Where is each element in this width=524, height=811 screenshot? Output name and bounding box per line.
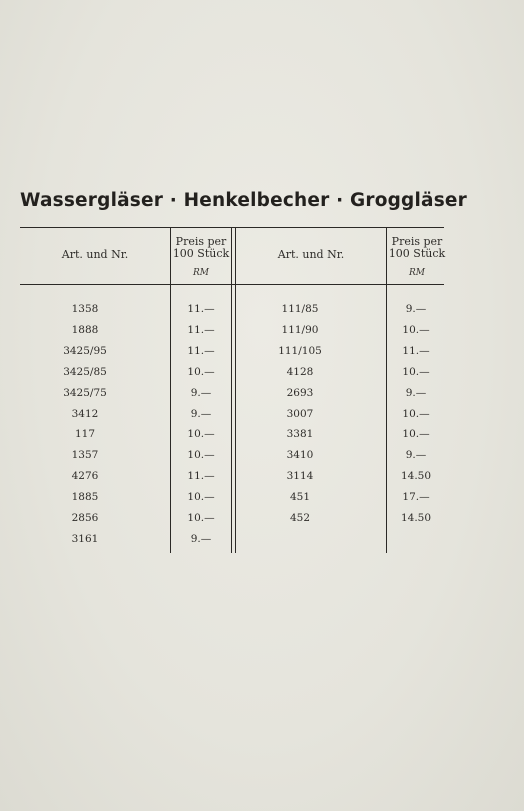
- left-price: 10.—: [187, 449, 215, 462]
- left-currency-unit: RM: [193, 268, 209, 278]
- left-article-number: 3425/85: [63, 365, 107, 378]
- left-article-number: 3425/95: [63, 344, 107, 357]
- center-double-rule-a: [231, 228, 232, 553]
- right-price-header-line2: 100 Stück: [388, 247, 446, 260]
- left-article-number: 1358: [71, 303, 99, 315]
- page-title: Wassergläser · Henkelbecher · Groggläser: [20, 190, 467, 211]
- right-price: 10.—: [402, 407, 430, 420]
- left-price: 11.—: [187, 344, 215, 357]
- left-price-divider: [170, 228, 171, 553]
- right-article-number: 111/85: [281, 303, 319, 315]
- right-price: 10.—: [402, 323, 430, 336]
- left-article-number: 1357: [71, 449, 99, 462]
- right-price: 10.—: [402, 428, 430, 441]
- right-article-number: 3007: [286, 407, 314, 420]
- center-double-rule-b: [235, 228, 236, 553]
- left-article-number: 3161: [71, 532, 99, 545]
- right-price: 9.—: [405, 386, 427, 399]
- right-price: 9.—: [405, 303, 427, 315]
- left-price: 9.—: [190, 407, 212, 420]
- right-price-header-line1: Preis per: [391, 235, 443, 248]
- right-article-number: 111/105: [278, 344, 322, 357]
- right-article-number: 111/90: [281, 323, 319, 336]
- right-article-number: 3114: [286, 470, 314, 483]
- left-price: 10.—: [187, 512, 215, 524]
- right-article-number: 2693: [286, 386, 314, 399]
- right-price: 11.—: [402, 344, 430, 357]
- left-article-number: 4276: [71, 470, 99, 483]
- left-art-header: Art. und Nr.: [61, 248, 129, 261]
- left-price: 10.—: [187, 365, 215, 378]
- left-article-number: 117: [74, 428, 96, 441]
- left-price-header-line2: 100 Stück: [172, 247, 230, 260]
- left-price: 11.—: [187, 470, 215, 483]
- left-price: 11.—: [187, 303, 215, 315]
- left-article-number: 2856: [71, 512, 99, 524]
- right-price-divider: [386, 228, 387, 553]
- right-price: 17.—: [402, 491, 430, 504]
- left-price-header-line1: Preis per: [175, 235, 227, 248]
- left-price: 9.—: [190, 386, 212, 399]
- left-price: 9.—: [190, 532, 212, 545]
- left-price: 10.—: [187, 428, 215, 441]
- right-article-number: 3381: [286, 428, 314, 441]
- right-price: 10.—: [402, 365, 430, 378]
- right-article-number: 4128: [286, 365, 314, 378]
- left-price: 10.—: [187, 491, 215, 504]
- right-price: 14.50: [400, 470, 432, 483]
- right-article-number: 451: [289, 491, 311, 504]
- left-article-number: 1885: [71, 491, 99, 504]
- left-price: 11.—: [187, 323, 215, 336]
- left-article-number: 3425/75: [63, 386, 107, 399]
- right-art-header: Art. und Nr.: [277, 248, 345, 261]
- right-price: 14.50: [400, 512, 432, 524]
- right-currency-unit: RM: [409, 268, 425, 278]
- right-article-number: 3410: [286, 449, 314, 462]
- left-article-number: 3412: [71, 407, 99, 420]
- right-article-number: 452: [289, 512, 311, 524]
- right-price: 9.—: [405, 449, 427, 462]
- left-article-number: 1888: [71, 323, 99, 336]
